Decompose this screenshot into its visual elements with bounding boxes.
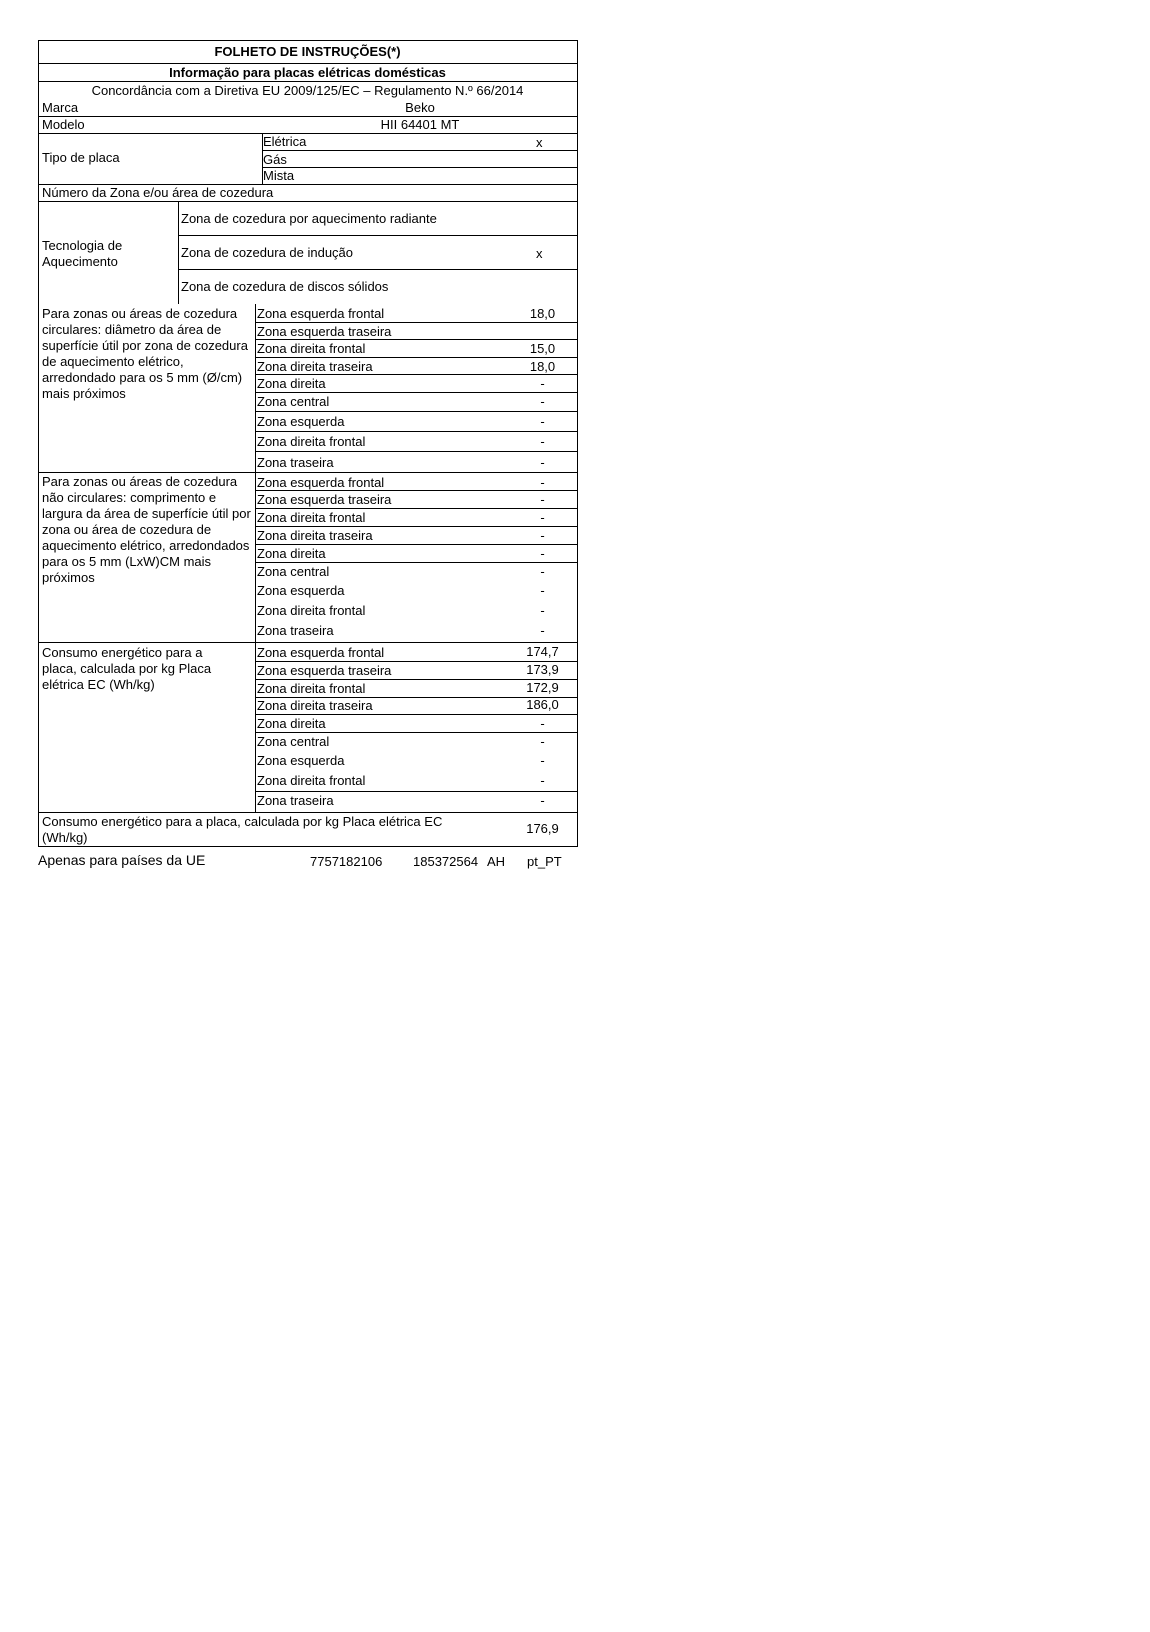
hob-type-option: Mista (263, 168, 295, 183)
footer-code: 7757182106 (310, 854, 383, 869)
heating-tech-option: Zona de cozedura de discos sólidos (181, 279, 389, 294)
zone-name: Zona direita frontal (257, 510, 366, 525)
divider (255, 508, 577, 509)
zone-name: Zona esquerda (257, 753, 345, 768)
energy-total-value: 176,9 (526, 821, 559, 836)
divider (255, 392, 577, 393)
table-right-border (577, 40, 578, 847)
divider (178, 201, 179, 304)
footer-code: AH (487, 854, 506, 869)
zone-value: - (540, 376, 545, 391)
divider (255, 732, 577, 733)
zone-value: - (540, 528, 545, 543)
divider (255, 339, 577, 340)
footer-note: Apenas para países da UE (38, 852, 206, 868)
zone-value: - (540, 583, 545, 598)
divider (255, 714, 577, 715)
zone-value: 172,9 (526, 680, 559, 695)
divider (255, 357, 577, 358)
zone-value: - (540, 603, 545, 618)
zone-value: 18,0 (529, 359, 556, 374)
table-left-border (38, 40, 39, 847)
heating-tech-label: Tecnologia de Aquecimento (42, 238, 123, 269)
zone-number-label: Número da Zona e/ou área de cozedura (42, 185, 274, 200)
divider (255, 322, 577, 323)
zone-value: - (540, 734, 545, 749)
model-value: HII 64401 MT (380, 117, 460, 132)
brand-value: Beko (405, 100, 435, 115)
zone-value: 173,9 (526, 662, 559, 677)
zone-value: - (540, 414, 545, 429)
divider (38, 63, 577, 64)
zone-value: 186,0 (526, 697, 559, 712)
hob-type-label: Tipo de placa (42, 150, 120, 165)
zone-value: - (540, 623, 545, 638)
divider (178, 269, 577, 270)
brand-label: Marca (42, 100, 79, 115)
hob-type-option: Gás (263, 152, 287, 167)
zone-name: Zona traseira (257, 455, 334, 470)
zone-value: - (540, 773, 545, 788)
zone-value: - (540, 716, 545, 731)
zone-name: Zona central (257, 394, 330, 409)
zone-name: Zona esquerda frontal (257, 306, 385, 321)
divider (262, 167, 577, 168)
page-subtitle: Informação para placas elétricas domésticas (169, 65, 446, 80)
zone-value: 15,0 (529, 341, 556, 356)
zone-name: Zona esquerda traseira (257, 663, 392, 678)
table-top-border (38, 40, 577, 41)
model-label: Modelo (42, 117, 85, 132)
zone-name: Zona esquerda frontal (257, 645, 385, 660)
table-bottom-border (38, 846, 577, 847)
divider (255, 431, 577, 432)
zone-name: Zona direita frontal (257, 603, 366, 618)
zone-name: Zona direita frontal (257, 773, 366, 788)
zone-name: Zona traseira (257, 623, 334, 638)
divider (255, 490, 577, 491)
zone-value: 18,0 (529, 306, 556, 321)
zone-name: Zona direita traseira (257, 359, 373, 374)
zone-name: Zona direita traseira (257, 698, 373, 713)
hob-type-mark: x (536, 135, 543, 150)
directive-line: Concordância com a Diretiva EU 2009/125/EC – Regulamento N.º 66/2014 (91, 83, 524, 98)
zone-value: - (540, 492, 545, 507)
zone-value: - (540, 564, 545, 579)
zone-name: Zona direita (257, 716, 326, 731)
heating-tech-option: Zona de cozedura de indução (181, 245, 354, 260)
zone-name: Zona traseira (257, 793, 334, 808)
zone-name: Zona esquerda traseira (257, 492, 392, 507)
hob-type-option: Elétrica (263, 134, 307, 149)
zone-value: - (540, 394, 545, 409)
divider (255, 451, 577, 452)
zone-name: Zona direita traseira (257, 528, 373, 543)
heating-tech-option: Zona de cozedura por aquecimento radiante (181, 211, 437, 226)
divider (255, 411, 577, 412)
zone-name: Zona direita frontal (257, 434, 366, 449)
zone-name: Zona direita (257, 546, 326, 561)
footer-code: 185372564 (413, 854, 479, 869)
page-title: FOLHETO DE INSTRUÇÕES(*) (214, 44, 401, 59)
noncircular-zones-label: Para zonas ou áreas de cozedura não circulares: comprimento e largura da área de superfície útil por zona ou área de cozedura de aquecimento elétrico, arredondados para os 5 mm (LxW)CM mais próximos (42, 474, 251, 585)
zone-value: - (540, 510, 545, 525)
zone-value: 174,7 (526, 644, 559, 659)
zone-value: - (540, 546, 545, 561)
zone-name: Zona direita frontal (257, 341, 366, 356)
divider (38, 81, 577, 82)
circular-zones-label: Para zonas ou áreas de cozedura circulares: diâmetro da área de superfície útil por zona de cozedura de aquecimento elétrico, arredondado para os 5 mm (Ø/cm) mais próximos (42, 306, 248, 401)
section-divider (38, 472, 577, 473)
energy-label: Consumo energético para a placa, calculada por kg Placa elétrica EC (Wh/kg) (42, 645, 212, 692)
divider (178, 235, 577, 236)
zone-value: - (540, 455, 545, 470)
energy-total-label: Consumo energético para a placa, calculada por kg Placa elétrica EC (Wh/kg) (42, 814, 443, 845)
zone-name: Zona esquerda (257, 414, 345, 429)
section-divider (38, 642, 577, 643)
zone-name: Zona esquerda traseira (257, 324, 392, 339)
zone-value: - (540, 793, 545, 808)
zone-value: - (540, 434, 545, 449)
divider (262, 150, 577, 151)
zone-name: Zona central (257, 564, 330, 579)
section-divider (38, 812, 577, 813)
divider (255, 544, 577, 545)
divider (38, 201, 577, 202)
divider (262, 133, 263, 184)
zone-name: Zona direita frontal (257, 681, 366, 696)
zone-name: Zona esquerda (257, 583, 345, 598)
zone-value: - (540, 753, 545, 768)
divider (255, 374, 577, 375)
footer-locale: pt_PT (527, 854, 562, 869)
divider (255, 526, 577, 527)
heating-tech-mark: x (536, 246, 543, 261)
zone-value: - (540, 475, 545, 490)
divider (255, 304, 256, 812)
zone-name: Zona esquerda frontal (257, 475, 385, 490)
divider (38, 133, 577, 134)
zone-name: Zona direita (257, 376, 326, 391)
zone-name: Zona central (257, 734, 330, 749)
divider (255, 562, 577, 563)
divider (255, 791, 577, 792)
